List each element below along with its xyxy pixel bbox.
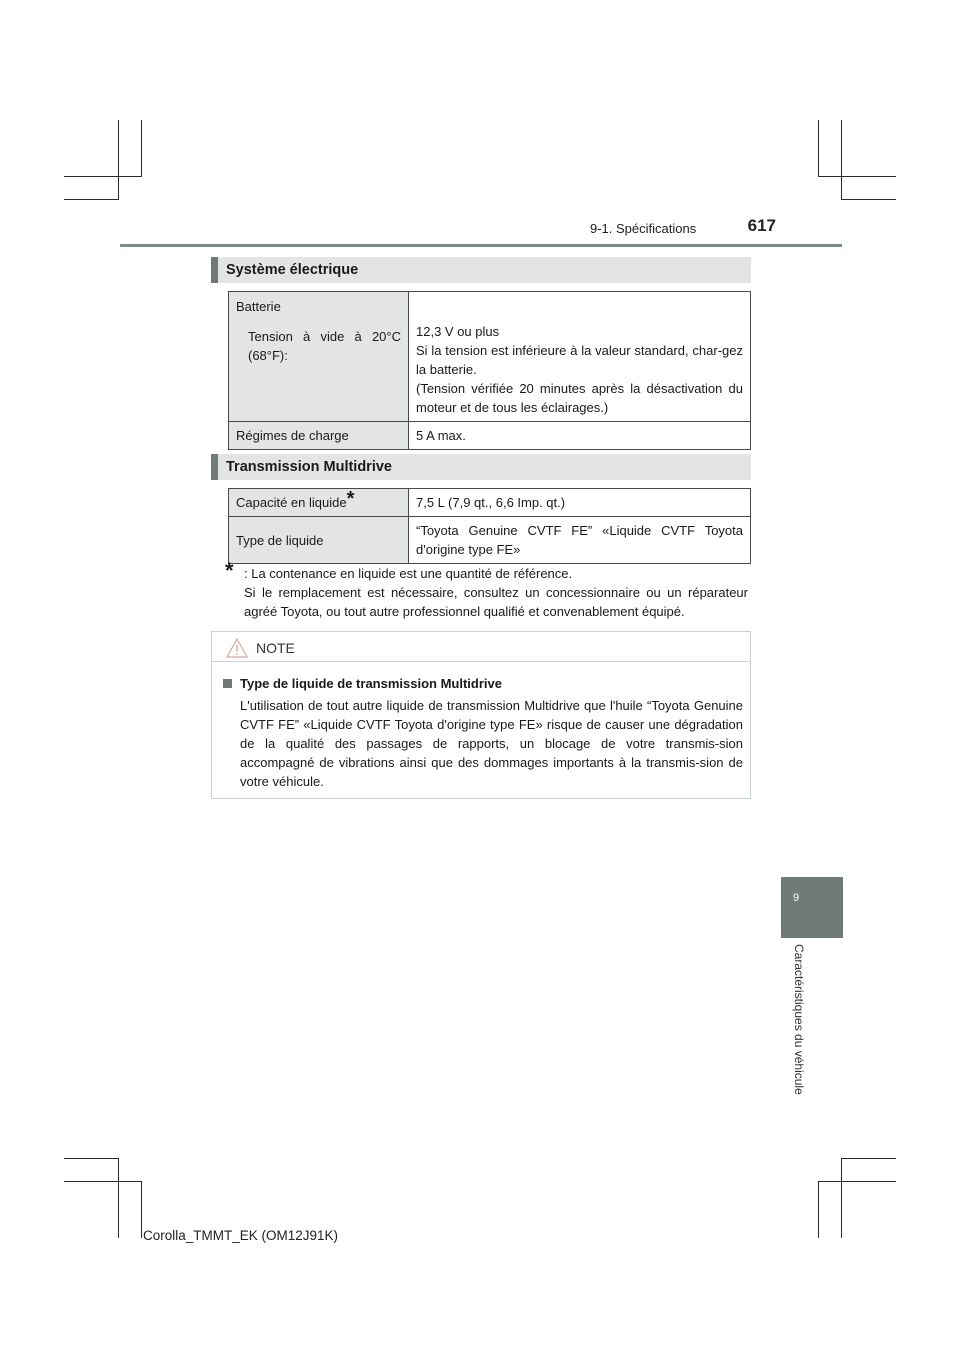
note-title (223, 674, 743, 693)
spec-value: 5 A max. (416, 428, 466, 443)
spec-value-line: (Tension vérifiée 20 minutes après la désactivation du moteur et de tous les éclairages.) (416, 381, 743, 415)
spec-label-cell (229, 422, 409, 450)
note-label: NOTE (256, 640, 295, 656)
note-box (211, 631, 751, 799)
warning-triangle-icon (226, 638, 248, 658)
crop-mark (118, 1158, 119, 1238)
page-number: 617 (747, 216, 776, 235)
note-header (212, 632, 750, 662)
section-heading-text: Système électrique (226, 262, 359, 278)
chapter-number: 9 (792, 892, 800, 904)
crop-mark (64, 1181, 142, 1182)
spec-value: “Toyota Genuine CVTF FE” «Liquide CVTF Toyota d'origine type FE» (416, 523, 743, 557)
chapter-title (790, 944, 810, 1114)
crop-mark (141, 1181, 142, 1238)
spec-label: Batterie (236, 299, 281, 314)
document-reference: Corolla_TMMT_EK (OM12J91K) (143, 1228, 339, 1243)
crop-mark (64, 176, 142, 177)
footnote-line: Si le remplacement est nécessaire, consultez un concessionnaire ou un réparateur agréé Toyota, ou tout autre professionnel qualifié et convenablement équipé. (244, 585, 748, 619)
table-row (229, 517, 751, 564)
spec-value-cell (409, 292, 751, 422)
spec-value-cell (409, 489, 751, 517)
crop-mark (841, 1158, 842, 1238)
table-row (229, 422, 751, 450)
crop-mark (841, 120, 842, 200)
crop-mark (841, 199, 896, 200)
spec-label: Capacité en liquide (236, 495, 347, 510)
square-bullet-icon (223, 679, 232, 688)
electrical-spec-table (228, 291, 751, 450)
note-text: L'utilisation de tout autre liquide de transmission Multidrive que l'huile “Toyota Genuine CVTF FE” «Liquide CVTF Toyota d'origine type FE» risque de causer une dégradation de la qualité des passages de rapports, un blocage de votre transmis-sion accompagné de vibrations ainsi que des dommages importants à la transmis-sion de votre véhicule. (240, 698, 743, 789)
spec-value-line: 12,3 V ou plus (416, 324, 500, 339)
chapter-tab (781, 877, 843, 936)
section-heading-transmission (211, 454, 751, 480)
spec-value-cell (409, 422, 751, 450)
crop-mark (64, 1158, 119, 1159)
footnote-line: : La contenance en liquide est une quantité de référence. (244, 566, 573, 581)
crop-mark (841, 1158, 896, 1159)
spec-value: 7,5 L (7,9 qt., 6,6 Imp. qt.) (416, 495, 566, 510)
chapter-title-text: Caractéristiques du véhicule (792, 944, 806, 1095)
table-row (229, 489, 751, 517)
section-heading-text: Transmission Multidrive (226, 459, 392, 475)
header-rule (120, 244, 842, 247)
note-title-text: Type de liquide de transmission Multidrive (240, 676, 502, 691)
crop-mark (818, 1181, 896, 1182)
spec-sublabel: Tension à vide à 20°C (68°F): (248, 329, 401, 363)
table-row (229, 292, 751, 422)
footnote-marker: * (346, 488, 355, 510)
spec-value-cell (409, 517, 751, 564)
spec-value-line: Si la tension est inférieure à la valeur standard, char-gez la batterie. (416, 343, 743, 377)
transmission-spec-table (228, 488, 751, 564)
spec-label: Régimes de charge (236, 428, 349, 443)
spec-label-cell (229, 292, 409, 422)
chapter-tab-rule (781, 936, 843, 938)
section-title: 9-1. Spécifications (590, 221, 697, 236)
spec-label-cell (229, 517, 409, 564)
crop-mark (818, 120, 819, 176)
spec-label: Type de liquide (236, 532, 324, 548)
crop-mark (141, 120, 142, 176)
footnote (225, 558, 748, 621)
spec-label-cell (229, 489, 409, 517)
footnote-marker: * (225, 558, 234, 583)
crop-mark (818, 1181, 819, 1238)
crop-mark (64, 199, 119, 200)
crop-mark (818, 176, 896, 177)
note-body (223, 674, 743, 791)
section-heading-electrical (211, 257, 751, 283)
crop-mark (118, 120, 119, 200)
